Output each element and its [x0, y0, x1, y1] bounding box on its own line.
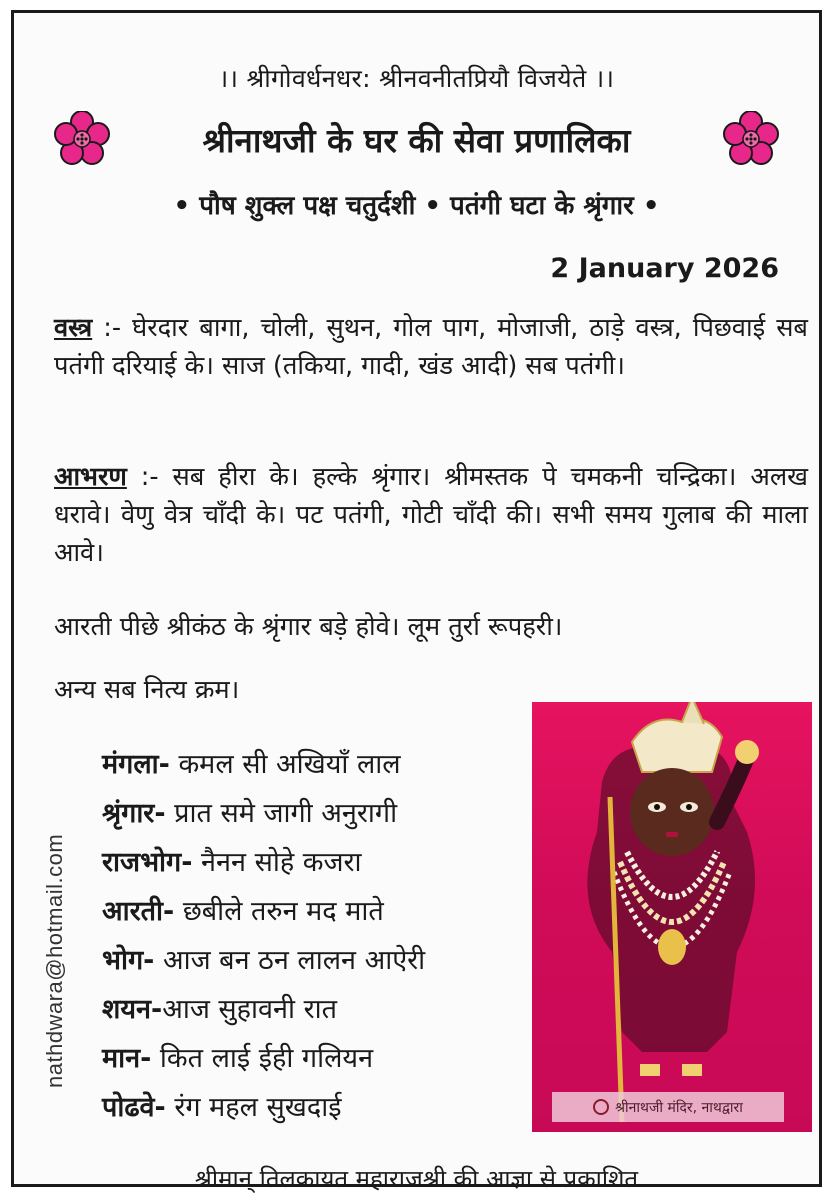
schedule-value: नैनन सोहे कजरा [192, 847, 362, 878]
schedule-value: छबीले तरुन मद माते [174, 896, 384, 927]
vastra-text: :- घेरदार बागा, चोली, सुथन, गोल पाग, मोजाजी, ठाड़े वस्त्र, पिछवाई सब पतंगी दरियाई के। साज (तकिया, गादी, खंड आदी) सब पतंगी। [54, 313, 808, 381]
abharan-paragraph [54, 458, 808, 572]
schedule-row [102, 1083, 522, 1132]
schedule-key: पोढवे- [102, 1092, 166, 1123]
schedule-value: आज सुहावनी रात [162, 994, 338, 1025]
photo-caption [552, 1092, 784, 1122]
invocation-line: ।। श्रीगोवर्धनधर: श्रीनवनीतप्रियौ विजयेते ।। [218, 64, 615, 93]
temple-seal-icon [593, 1099, 609, 1115]
schedule-key: राजभोग- [102, 847, 193, 878]
nitya-note: अन्य सब नित्य क्रम। [54, 675, 240, 705]
schedule-value: रंग महल सुखदाई [165, 1092, 342, 1123]
page-frame [11, 10, 822, 1193]
schedule-key: श्रृंगार- [102, 798, 166, 829]
schedule-key: भोग- [102, 945, 155, 976]
flower-icon [723, 111, 779, 167]
footer-note: श्रीमान् तिलकायत महाराजश्री की आज्ञा से प्रकाशित [194, 1165, 639, 1193]
schedule-row [102, 740, 522, 789]
aarti-note: आरती पीछे श्रीकंठ के श्रृंगार बड़े होवे। लूम तुर्रा रूपहरी। [54, 612, 563, 642]
abharan-label: आभरण [54, 462, 127, 492]
deity-illustration [532, 702, 812, 1132]
schedule-row [102, 838, 522, 887]
schedule-value: कमल सी अखियाँ लाल [169, 749, 401, 780]
deity-photo [532, 702, 812, 1132]
abharan-text: :- सब हीरा के। हल्के श्रृंगार। श्रीमस्तक पे चमकनी चन्द्रिका। अलख धरावे। वेणु वेत्र चाँदी के। पट पतंगी, गोटी चाँदी की। सभी समय गुलाब की माला आवे। [54, 462, 808, 568]
kirtan-schedule [102, 740, 522, 1132]
photo-caption-text: श्रीनाथजी मंदिर, नाथद्वारा [615, 1099, 743, 1116]
schedule-row [102, 789, 522, 838]
schedule-row [102, 887, 522, 936]
schedule-value: कित लाई ईही गलियन [151, 1043, 374, 1074]
schedule-value: आज बन ठन लालन आऐरी [154, 945, 426, 976]
schedule-row [102, 985, 522, 1034]
schedule-key: शयन- [102, 994, 163, 1025]
vastra-paragraph [54, 309, 808, 385]
schedule-key: मंगला- [102, 749, 170, 780]
subtitle: • पौष शुक्ल पक्ष चतुर्दशी • पतंगी घटा के श्रृंगार • [173, 191, 660, 221]
flower-icon [54, 111, 110, 167]
email-watermark: nathdwara@hotmail.com [42, 833, 67, 1088]
schedule-key: मान- [102, 1043, 152, 1074]
schedule-value: प्रात समे जागी अनुरागी [165, 798, 398, 829]
page-title: श्रीनाथजी के घर की सेवा प्रणालिका [202, 120, 631, 160]
schedule-row [102, 1034, 522, 1083]
title-row [54, 109, 779, 169]
vastra-label: वस्त्र [54, 313, 93, 343]
schedule-row [102, 936, 522, 985]
date-label: 2 January 2026 [550, 253, 779, 284]
schedule-key: आरती- [102, 896, 175, 927]
